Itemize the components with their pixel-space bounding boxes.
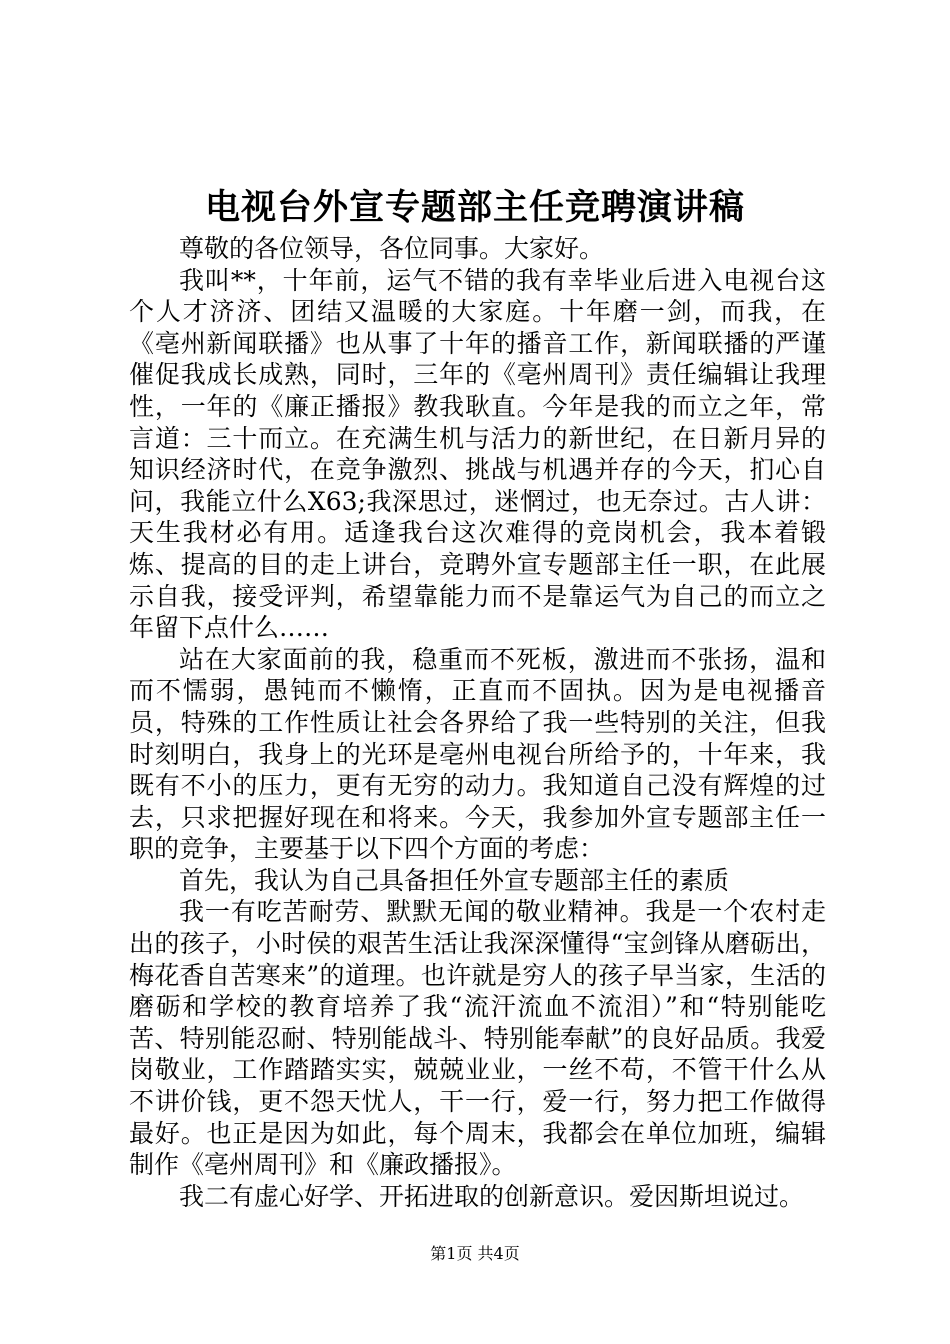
document-body bbox=[129, 233, 826, 1212]
paragraph-learning: 我二有虚心好学、开拓进取的创新意识。爱因斯坦说过。 bbox=[179, 1181, 805, 1211]
page-number-footer: 第1页 共4页 bbox=[430, 1244, 520, 1263]
paragraph-work-ethic: 我一有吃苦耐劳、默默无闻的敬业精神。我是一个农村走出的孩子，小时侯的艰苦生活让我深深懂得“宝剑锋从磨砺出，梅花香自苦寒来”的道理。也许就是穷人的孩子早当家，生活的磨砺和学校的教育培养了我“流汗流血不流泪）”和“特别能吃苦、特别能忍耐、特别能战斗、特别能奉献”的良好品质。我爱岗敬业，工作踏踏实实，兢兢业业，一丝不苟，不管干什么从不讲价钱，更不怨天忧人，干一行，爱一行，努力把工作做得最好。也正是因为如此，每个周末，我都会在单位加班，编辑制作《亳州周刊》和《廉政播报》。 bbox=[129, 897, 826, 1180]
paragraph-introduction: 我叫**，十年前，运气不错的我有幸毕业后进入电视台这个人才济济、团结又温暖的大家庭。十年磨一剑，而我，在《亳州新闻联播》也从事了十年的播音工作，新闻联播的严谨催促我成长成熟，同时，三年的《亳州周刊》责任编辑让我理性，一年的《廉正播报》教我耿直。今年是我的而立之年，常言道：三十而立。在充满生机与活力的新世纪，在日新月异的知识经济时代，在竞争激烈、挑战与机遇并存的今天，扪心自问，我能立什么X63;我深思过，迷惘过，也无奈过。古人讲：天生我材必有用。适逢我台这次难得的竞岗机会，我本着锻炼、提高的目的走上讲台，竞聘外宣专题部主任一职，在此展示自我，接受评判，希望靠能力而不是靠运气为自己的而立之年留下点什么…… bbox=[129, 265, 826, 643]
paragraph-self-description: 站在大家面前的我，稳重而不死板，激进而不张扬，温和而不懦弱，愚钝而不懒惰，正直而不固执。因为是电视播音员，特殊的工作性质让社会各界给了我一些特别的关注，但我时刻明白，我身上的光环是亳州电视台所给予的，十年来，我既有不小的压力，更有无穷的动力。我知道自己没有辉煌的过去，只求把握好现在和将来。今天，我参加外宣专题部主任一职的竞争，主要基于以下四个方面的考虑： bbox=[129, 644, 826, 864]
paragraph-greeting: 尊敬的各位领导，各位同事。大家好。 bbox=[179, 234, 605, 263]
document-title: 电视台外宣专题部主任竞聘演讲稿 bbox=[204, 187, 745, 228]
paragraph-section-heading: 首先，我认为自己具备担任外宣专题部主任的素质 bbox=[179, 865, 730, 895]
